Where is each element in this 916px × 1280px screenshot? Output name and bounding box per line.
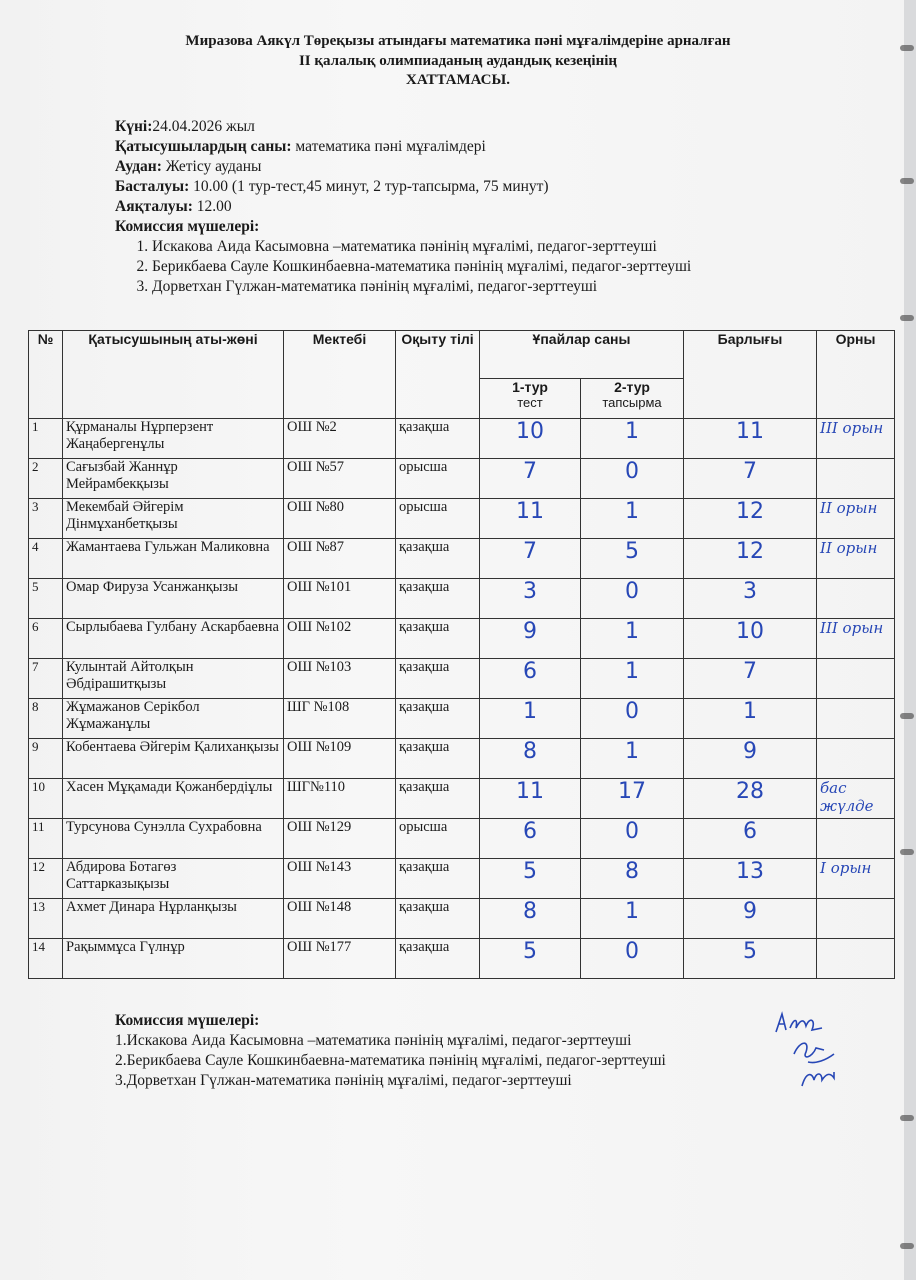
- round2-score: 17: [581, 779, 684, 819]
- participant-name: Сырлыбаева Гулбану Аскарбаевна: [63, 619, 284, 659]
- place-award: [817, 939, 895, 979]
- results-table: [28, 330, 895, 979]
- total-score: 13: [684, 859, 817, 899]
- place-award: [817, 459, 895, 499]
- col-name-header: Қатысушының аты-жөні: [63, 331, 284, 419]
- school-name: ОШ №109: [284, 739, 396, 779]
- school-name: ОШ №143: [284, 859, 396, 899]
- col-place-header: Орны: [817, 331, 895, 419]
- participant-name: Рақыммұса Гүлнұр: [63, 939, 284, 979]
- row-number: 14: [29, 939, 63, 979]
- handwritten-signatures: [772, 1010, 852, 1090]
- round1-score: 10: [480, 419, 581, 459]
- teaching-language: қазақша: [396, 779, 480, 819]
- place-award: [817, 899, 895, 939]
- commission-member: 1. Искакова Аида Касымовна –математика пәнінің мұғалімі, педагог-зерттеуші: [152, 237, 691, 257]
- total-score: 6: [684, 819, 817, 859]
- binder-hole: [900, 849, 914, 855]
- round2-score: 1: [581, 739, 684, 779]
- school-name: ШГ№110: [284, 779, 396, 819]
- round1-score: 6: [480, 819, 581, 859]
- table-row: [29, 939, 895, 979]
- teaching-language: қазақша: [396, 419, 480, 459]
- table-row: [29, 779, 895, 819]
- table-row: [29, 539, 895, 579]
- school-name: ОШ №102: [284, 619, 396, 659]
- round2-score: 0: [581, 579, 684, 619]
- teaching-language: қазақша: [396, 579, 480, 619]
- protocol-info: [115, 117, 691, 297]
- table-row: [29, 419, 895, 459]
- table-row: [29, 739, 895, 779]
- row-number: 1: [29, 419, 63, 459]
- row-number: 5: [29, 579, 63, 619]
- commission-member: 3. Дорветхан Гүлжан-математика пәнінің мұғалімі, педагог-зерттеуші: [152, 277, 691, 297]
- document-title: ХАТТАМАСЫ.: [406, 72, 510, 88]
- col-round1-header: 1-тур тест: [480, 379, 581, 419]
- teaching-language: қазақша: [396, 739, 480, 779]
- start-line: Басталуы: 10.00 (1 тур-тест,45 минут, 2 тур-тапсырма, 75 минут): [115, 178, 549, 195]
- round1-score: 8: [480, 739, 581, 779]
- col-total-header: Барлығы: [684, 331, 817, 419]
- participant-name: Кулынтай Айтолқын Әбдірашитқызы: [63, 659, 284, 699]
- place-award: III орын: [817, 419, 895, 459]
- place-award: I орын: [817, 859, 895, 899]
- commission-label: Комиссия мүшелері:: [115, 218, 260, 235]
- binder-hole: [900, 713, 914, 719]
- binder-hole: [900, 1243, 914, 1249]
- participant-name: Ахмет Динара Нұрланқызы: [63, 899, 284, 939]
- participant-name: Жұмажанов Серікбол Жұмажанұлы: [63, 699, 284, 739]
- col-school-header: Мектебі: [284, 331, 396, 419]
- total-score: 7: [684, 659, 817, 699]
- header-row: [29, 331, 895, 379]
- commission-member: 2. Берикбаева Сауле Кошкинбаевна-математика пәнінің мұғалімі, педагог-зерттеуші: [152, 257, 691, 277]
- round1-score: 9: [480, 619, 581, 659]
- place-award: [817, 659, 895, 699]
- participants-line: Қатысушылардың саны: математика пәні мұғалімдері: [115, 138, 486, 155]
- table-row: [29, 819, 895, 859]
- col-num-header: №: [29, 331, 63, 419]
- teaching-language: қазақша: [396, 859, 480, 899]
- round2-score: 0: [581, 939, 684, 979]
- total-score: 9: [684, 899, 817, 939]
- total-score: 5: [684, 939, 817, 979]
- commission-list: [115, 237, 691, 297]
- school-name: ОШ №148: [284, 899, 396, 939]
- binder-hole: [900, 1115, 914, 1121]
- total-score: 7: [684, 459, 817, 499]
- row-number: 4: [29, 539, 63, 579]
- participant-name: Хасен Мұқамади Қожанбердіұлы: [63, 779, 284, 819]
- footer-member: 2.Берикбаева Сауле Кошкинбаевна-математика пәнінің мұғалімі, педагог-зерттеуші: [115, 1052, 666, 1069]
- col-lang-header: Оқыту тілі: [396, 331, 480, 419]
- table-row: [29, 619, 895, 659]
- total-score: 28: [684, 779, 817, 819]
- round2-score: 0: [581, 459, 684, 499]
- row-number: 11: [29, 819, 63, 859]
- teaching-language: қазақша: [396, 899, 480, 939]
- participant-name: Кобентаева Әйгерім Қалиханқызы: [63, 739, 284, 779]
- round1-score: 7: [480, 539, 581, 579]
- footer-label: Комиссия мүшелері:: [115, 1012, 260, 1029]
- place-award: III орын: [817, 619, 895, 659]
- row-number: 7: [29, 659, 63, 699]
- row-number: 10: [29, 779, 63, 819]
- round2-score: 1: [581, 499, 684, 539]
- round1-score: 11: [480, 779, 581, 819]
- round1-score: 3: [480, 579, 581, 619]
- place-award: [817, 699, 895, 739]
- footer-member: 3.Дорветхан Гүлжан-математика пәнінің мұғалімі, педагог-зерттеуші: [115, 1072, 572, 1089]
- district-line: Аудан: Жетісу ауданы: [115, 158, 262, 175]
- school-name: ОШ №80: [284, 499, 396, 539]
- school-name: ОШ №87: [284, 539, 396, 579]
- teaching-language: қазақша: [396, 619, 480, 659]
- round1-score: 5: [480, 859, 581, 899]
- round1-score: 1: [480, 699, 581, 739]
- teaching-language: орысша: [396, 499, 480, 539]
- round2-score: 1: [581, 659, 684, 699]
- school-name: ОШ №177: [284, 939, 396, 979]
- total-score: 11: [684, 419, 817, 459]
- footer-member: 1.Искакова Аида Касымовна –математика пәнінің мұғалімі, педагог-зерттеуші: [115, 1032, 632, 1049]
- round2-score: 8: [581, 859, 684, 899]
- table-row: [29, 499, 895, 539]
- round2-score: 1: [581, 619, 684, 659]
- place-award: [817, 579, 895, 619]
- total-score: 12: [684, 499, 817, 539]
- school-name: ШГ №108: [284, 699, 396, 739]
- participant-name: Мекембай Әйгерім Дінмұханбетқызы: [63, 499, 284, 539]
- round2-score: 0: [581, 699, 684, 739]
- page-edge: [904, 0, 916, 1280]
- participant-name: Құрманалы Нұрперзент Жаңабергенұлы: [63, 419, 284, 459]
- row-number: 12: [29, 859, 63, 899]
- round2-score: 0: [581, 819, 684, 859]
- teaching-language: қазақша: [396, 939, 480, 979]
- participant-name: Турсунова Сунэлла Сухрабовна: [63, 819, 284, 859]
- date-line: Күні:24.04.2026 жыл: [115, 118, 255, 135]
- col-scores-header: Ұпайлар саны: [480, 331, 684, 379]
- end-line: Аяқталуы: 12.00: [115, 198, 232, 215]
- row-number: 8: [29, 699, 63, 739]
- total-score: 3: [684, 579, 817, 619]
- table-row: [29, 899, 895, 939]
- teaching-language: орысша: [396, 819, 480, 859]
- table-row: [29, 659, 895, 699]
- binder-hole: [900, 315, 914, 321]
- teaching-language: орысша: [396, 459, 480, 499]
- total-score: 1: [684, 699, 817, 739]
- total-score: 10: [684, 619, 817, 659]
- round1-score: 5: [480, 939, 581, 979]
- round1-score: 6: [480, 659, 581, 699]
- table-row: [29, 859, 895, 899]
- row-number: 3: [29, 499, 63, 539]
- col-round2-header: 2-тур тапсырма: [581, 379, 684, 419]
- participant-name: Абдирова Ботагөз Саттарказықызы: [63, 859, 284, 899]
- round2-score: 1: [581, 419, 684, 459]
- participant-name: Сағызбай Жаннұр Мейрамбекқызы: [63, 459, 284, 499]
- participant-name: Жамантаева Гульжан Маликовна: [63, 539, 284, 579]
- table-row: [29, 459, 895, 499]
- row-number: 2: [29, 459, 63, 499]
- table-row: [29, 579, 895, 619]
- row-number: 13: [29, 899, 63, 939]
- school-name: ОШ №129: [284, 819, 396, 859]
- round1-score: 8: [480, 899, 581, 939]
- teaching-language: қазақша: [396, 659, 480, 699]
- place-award: [817, 739, 895, 779]
- school-name: ОШ №101: [284, 579, 396, 619]
- table-row: [29, 699, 895, 739]
- teaching-language: қазақша: [396, 539, 480, 579]
- school-name: ОШ №57: [284, 459, 396, 499]
- round2-score: 5: [581, 539, 684, 579]
- school-name: ОШ №103: [284, 659, 396, 699]
- total-score: 9: [684, 739, 817, 779]
- row-number: 9: [29, 739, 63, 779]
- row-number: 6: [29, 619, 63, 659]
- place-award: II орын: [817, 499, 895, 539]
- header-line-2: ІІ қалалық олимпиаданың аудандық кезеңінің: [298, 53, 618, 69]
- footer-commission: [115, 1011, 666, 1091]
- place-award: бас жүлде: [817, 779, 895, 819]
- teaching-language: қазақша: [396, 699, 480, 739]
- header-line-1: Миразова Аякүл Төреқызы атындағы математика пәні мұғалімдеріне арналған: [185, 33, 731, 49]
- place-award: [817, 819, 895, 859]
- participant-name: Омар Фируза Усанжанқызы: [63, 579, 284, 619]
- total-score: 12: [684, 539, 817, 579]
- round1-score: 11: [480, 499, 581, 539]
- school-name: ОШ №2: [284, 419, 396, 459]
- place-award: II орын: [817, 539, 895, 579]
- round1-score: 7: [480, 459, 581, 499]
- round2-score: 1: [581, 899, 684, 939]
- binder-hole: [900, 178, 914, 184]
